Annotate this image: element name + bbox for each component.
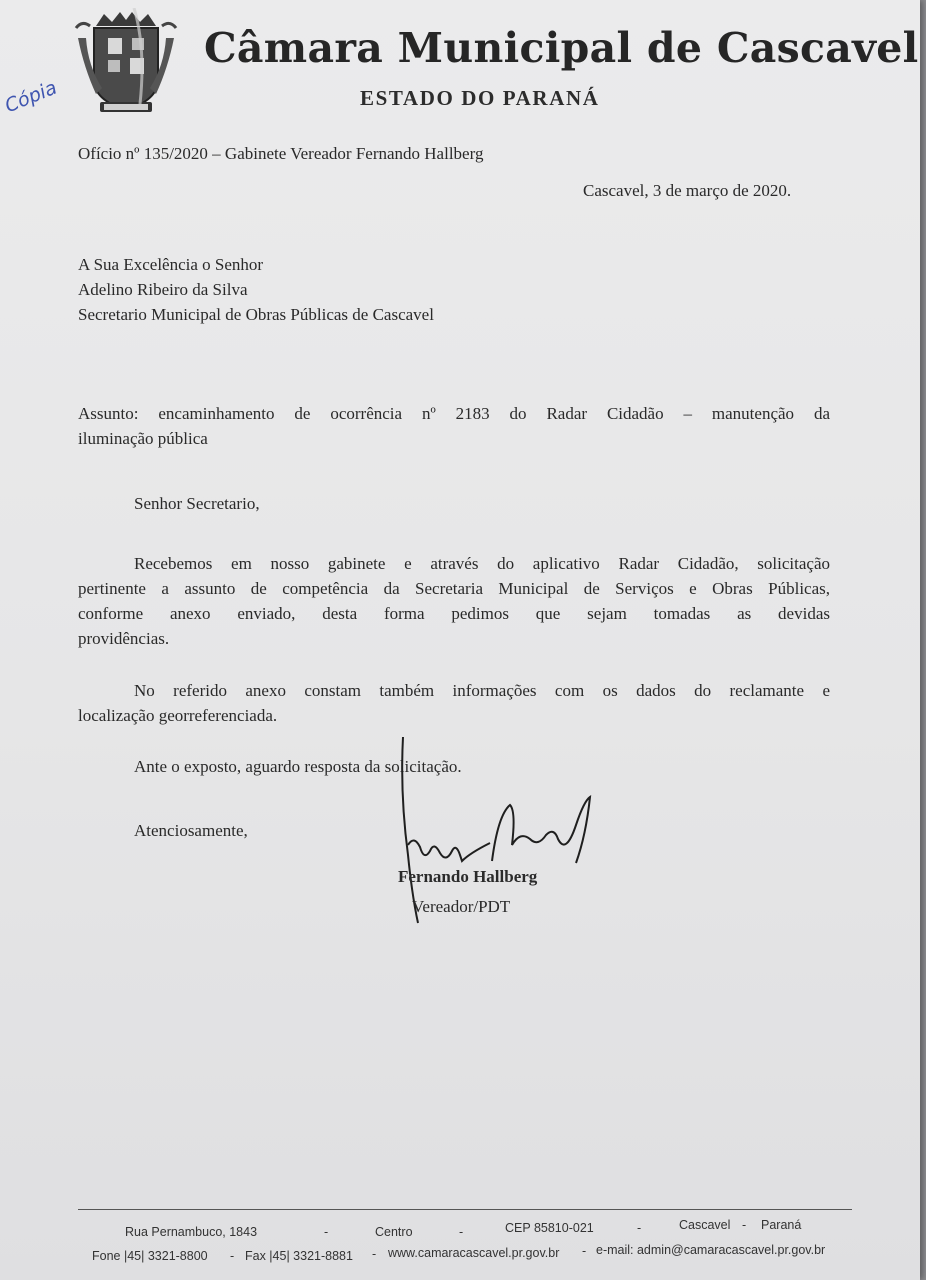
chamber-title: Câmara Municipal de Cascavel: [204, 24, 919, 72]
coat-of-arms-icon: [74, 8, 178, 118]
signer-name: Fernando Hallberg: [398, 867, 538, 886]
date-line: Cascavel, 3 de março de 2020.: [583, 181, 792, 200]
recipient-line: A Sua Excelência o Senhor: [78, 255, 264, 274]
paragraph-line: Recebemos em nosso gabinete e através do aplicativo Radar Cidadão, solicitação: [134, 554, 830, 573]
footer-fax: Fax |45| 3321-8881: [245, 1249, 353, 1263]
footer-email: e-mail: admin@camaracascavel.pr.gov.br: [596, 1243, 826, 1257]
state-subtitle: ESTADO DO PARANÁ: [360, 86, 600, 110]
footer-separator: -: [230, 1249, 235, 1263]
recipient-line: Adelino Ribeiro da Silva: [78, 280, 248, 299]
copy-annotation: Cópia: [1, 76, 61, 118]
footer-street: Rua Pernambuco, 1843: [125, 1225, 258, 1239]
paragraph-line: conforme anexo enviado, desta forma pedimos que sejam tomadas as devidas: [78, 604, 830, 623]
footer-separator: -: [637, 1221, 642, 1235]
footer-website: www.camaracascavel.pr.gov.br: [388, 1246, 560, 1260]
footer-separator: -: [459, 1225, 464, 1239]
subject: [78, 401, 830, 451]
footer-phone: Fone |45| 3321-8800: [92, 1249, 208, 1263]
footer-city: Cascavel: [679, 1218, 731, 1232]
subject-line: Assunto: encaminhamento de ocorrência nº 2183 do Radar Cidadão – manutenção da: [78, 404, 830, 423]
body-paragraph-1: [78, 551, 830, 651]
subject-line: iluminação pública: [78, 429, 208, 448]
salutation: Senhor Secretario,: [134, 494, 260, 513]
footer-separator: -: [324, 1225, 329, 1239]
closing: Atenciosamente,: [134, 821, 248, 840]
body-paragraph-3: Ante o exposto, aguardo resposta da solicitação.: [134, 757, 462, 776]
document-reference: Ofício nº 135/2020 – Gabinete Vereador Fernando Hallberg: [78, 144, 484, 163]
paragraph-line: No referido anexo constam também informações com os dados do reclamante e: [134, 681, 830, 700]
paragraph-line: providências.: [78, 629, 170, 648]
body-paragraph-2: [78, 678, 830, 728]
footer-divider: [78, 1209, 852, 1210]
footer-district: Centro: [375, 1225, 413, 1239]
recipient-line: Secretario Municipal de Obras Públicas de Cascavel: [78, 305, 434, 324]
footer-state: Paraná: [761, 1218, 802, 1232]
footer-separator: -: [372, 1247, 377, 1261]
footer-cep: CEP 85810-021: [505, 1221, 594, 1235]
footer-separator: -: [582, 1244, 587, 1258]
paragraph-line: localização georreferenciada.: [78, 706, 278, 725]
footer-separator: -: [742, 1218, 747, 1232]
paragraph-line: pertinente a assunto de competência da Secretaria Municipal de Serviços e Obras Públicas,: [78, 579, 830, 598]
signer-role: Vereador/PDT: [412, 897, 511, 916]
